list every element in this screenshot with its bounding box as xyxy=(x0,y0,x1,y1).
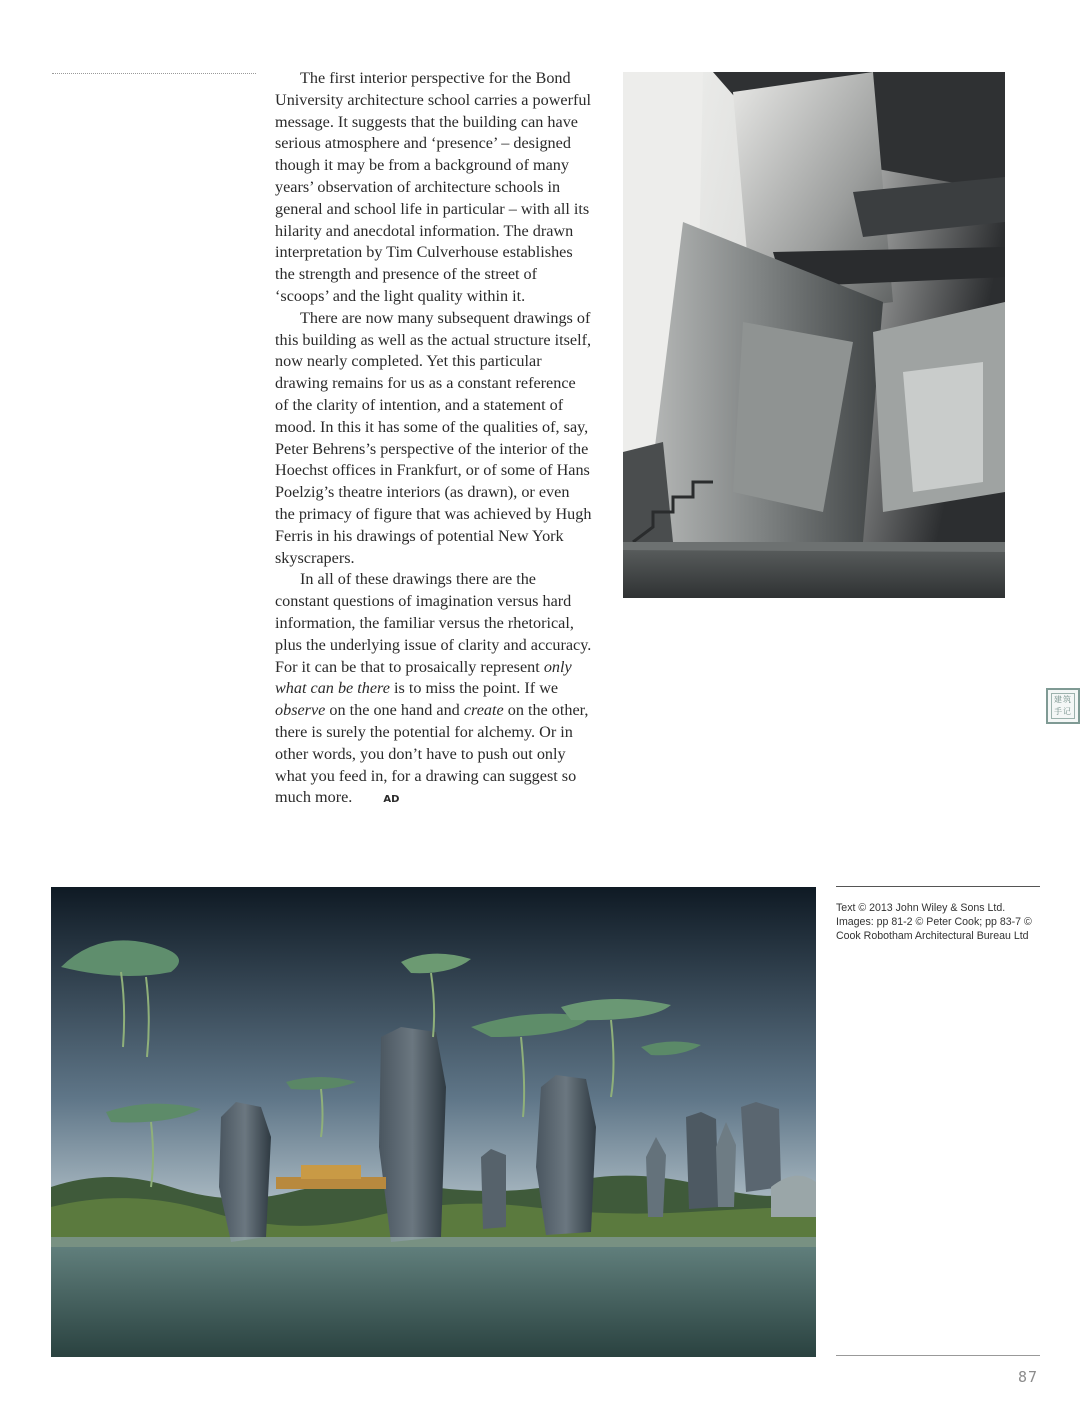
article-paragraph-1: The first interior perspective for the Bond University architecture school carries a powerful message. It suggests that the building can have serious atmosphere and ‘presence’ – designed though it may be from a background of many years’ observation of architecture schools in general and school life in particular – with all its hilarity and anecdotal information. The drawn interpretation by Tim Culverhouse establishes the strength and presence of the street of ‘scoops’ and the light quality within it. xyxy=(275,69,591,305)
page-number: 87 xyxy=(1017,1368,1038,1386)
stamp-line-2: 手记 xyxy=(1054,707,1072,716)
interior-perspective-image xyxy=(623,72,1005,598)
stamp-line-1: 建筑 xyxy=(1054,695,1072,704)
copyright-caption: Text © 2013 John Wiley & Sons Ltd. Images: pp 81-2 © Peter Cook; pp 83-7 © Cook Robotham Architectural Bureau Ltd xyxy=(836,902,1032,942)
paragraph-3-text-a: In all of these drawings there are the constant questions of imagination versus hard information, the familiar versus the rhetorical, plus the underlying issue of clarity and accuracy. For it can be that to prosaically represent xyxy=(275,570,592,676)
paragraph-3-italic-a: only what can be there xyxy=(275,657,572,698)
paragraph-3-italic-c: create xyxy=(463,701,504,720)
paragraph-3-text-c: on the one hand and xyxy=(325,701,464,720)
caption-top-rule xyxy=(836,886,1040,887)
ad-end-mark: AD xyxy=(383,794,400,806)
article-paragraph-3 xyxy=(275,569,593,811)
article-paragraph-2: There are now many subsequent drawings of this building as well as the actual structure itself, now nearly completed. Yet this particular drawing remains for us as a constant reference of the clarity of intention, and a statement of mood. In this it has some of the qualities of, say, Peter Behrens’s perspective of the interior of the Hoechst offices in Frankfurt, or of some of Hans Poelzig’s theatre interiors (as drawn), or even the primacy of figure that was achieved by Hugh Ferris in his drawings of potential New York skyscrapers. xyxy=(275,308,592,567)
paragraph-3-text-b: is to miss the point. If we xyxy=(389,679,559,698)
margin-dotted-rule xyxy=(52,73,256,74)
caption-bottom-rule xyxy=(836,1355,1040,1356)
article-body xyxy=(275,68,593,811)
landscape-rendering-image xyxy=(51,887,816,1357)
publisher-stamp-logo xyxy=(1046,688,1080,724)
paragraph-3-italic-b: observe xyxy=(275,701,326,720)
paragraph-3-text-d: on the other, there is surely the potential for alchemy. Or in other words, you don’t have to push out only what you feed in, for a drawing can suggest so much more. xyxy=(275,701,589,807)
